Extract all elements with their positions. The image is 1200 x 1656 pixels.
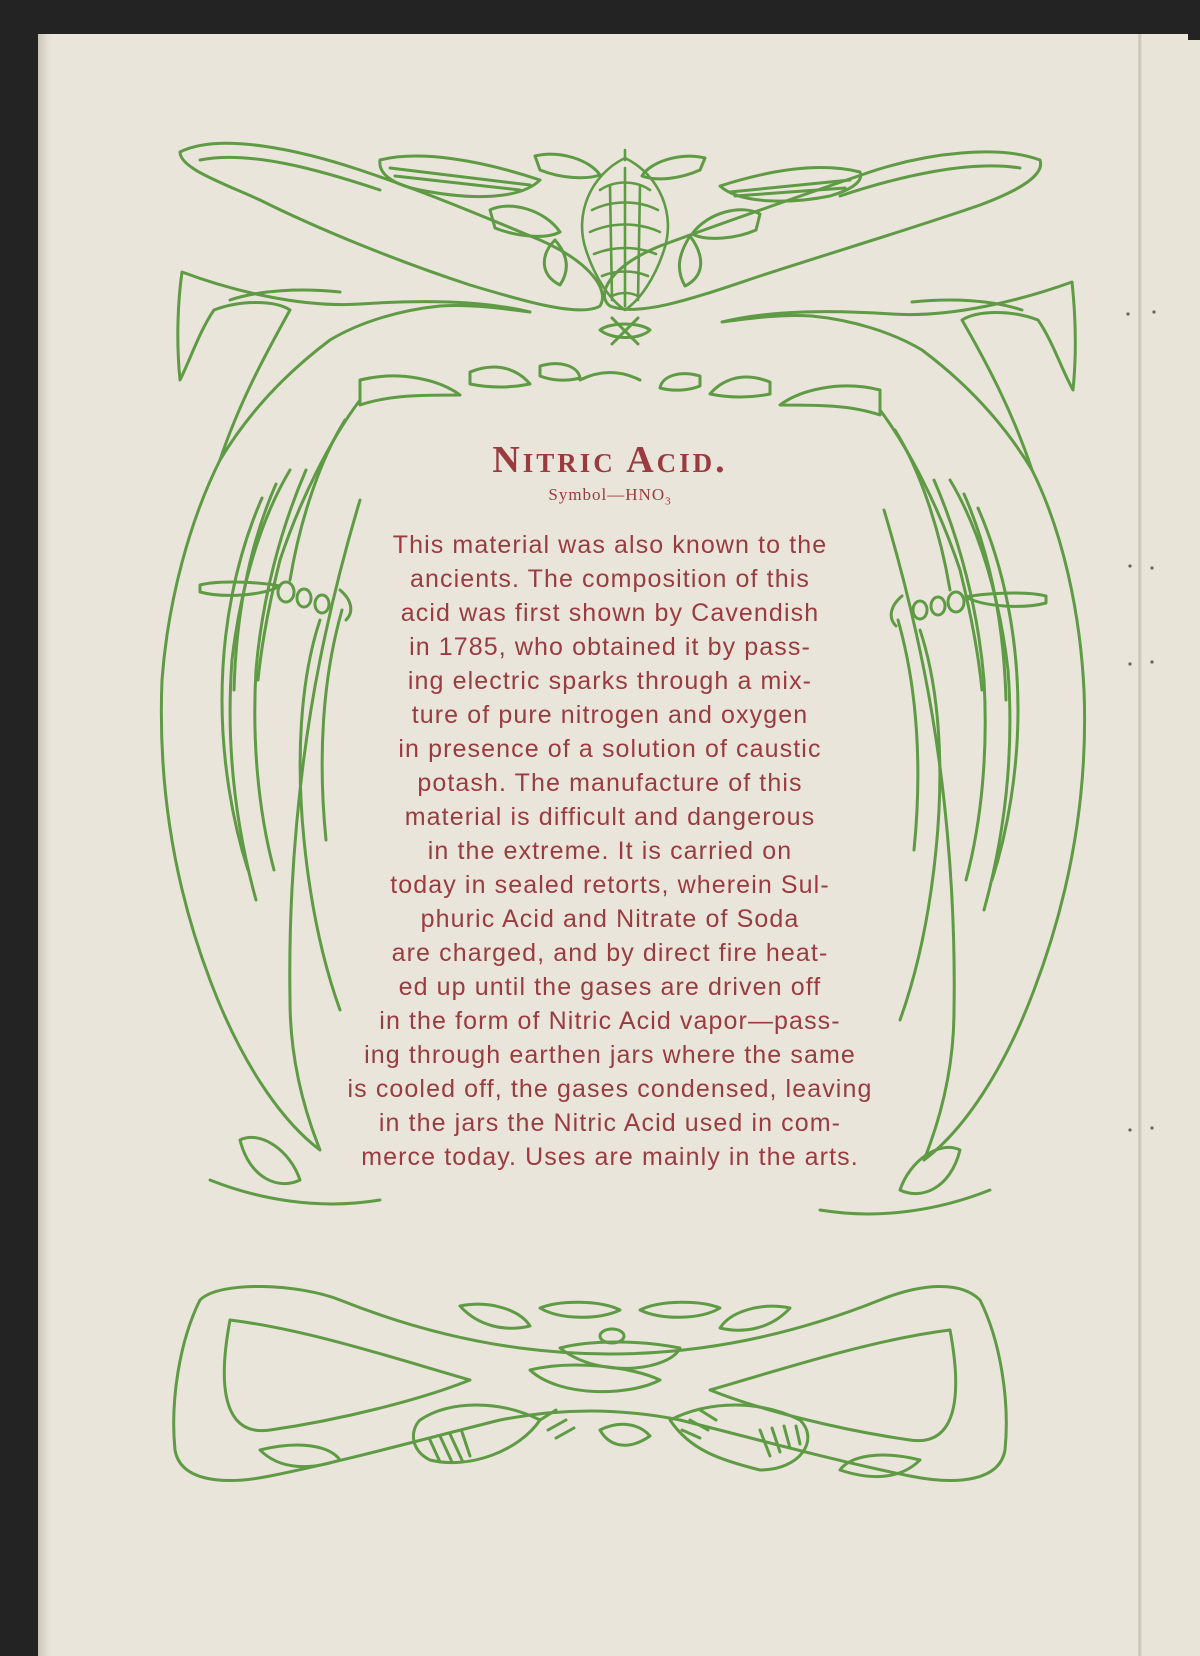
- bottom-outer-frame: [174, 1286, 1007, 1480]
- body-line: ing electric sparks through a mix-: [407, 667, 813, 696]
- body-line: in the form of Nitric Acid vapor—pass-: [379, 1007, 841, 1036]
- body-line: This material was also known to the: [392, 531, 828, 560]
- right-outer-loop: [884, 470, 1085, 1160]
- body-line: is cooled off, the gases condensed, leaving: [347, 1075, 873, 1104]
- body-line: ancients. The composition of this: [410, 565, 810, 594]
- center-knot: [600, 318, 650, 344]
- body-line: ed up until the gases are driven off: [398, 973, 822, 1002]
- body-line: acid was first shown by Cavendish: [400, 599, 820, 628]
- body-line: in presence of a solution of caustic: [398, 735, 822, 764]
- body-line: potash. The manufacture of this: [417, 769, 803, 798]
- body-line: in the extreme. It is carried on: [427, 837, 793, 866]
- body-line: phuric Acid and Nitrate of Soda: [420, 905, 800, 934]
- body-line: merce today. Uses are mainly in the arts.: [361, 1143, 859, 1172]
- body-line: ing through earthen jars where the same: [364, 1041, 856, 1070]
- body-line: in 1785, who obtained it by pass-: [409, 633, 811, 662]
- pinecone-icon: [582, 150, 668, 310]
- symbol-subscript: 3: [665, 495, 672, 508]
- body-line: in the jars the Nitric Acid used in com-: [378, 1109, 842, 1138]
- page-title: Nitric Acid.: [492, 439, 728, 481]
- chemical-symbol: [320, 484, 900, 512]
- article-text-block: [320, 438, 900, 1174]
- body-line: ture of pure nitrogen and oxygen: [411, 701, 809, 730]
- symbol-text: Symbol—HNO: [548, 485, 666, 504]
- body-text: [320, 528, 900, 1174]
- top-right-swoop: [604, 152, 1040, 309]
- body-line: today in sealed retorts, wherein Sul-: [390, 871, 830, 900]
- body-line: material is difficult and dangerous: [404, 803, 816, 832]
- body-line: are charged, and by direct fire heat-: [391, 939, 829, 968]
